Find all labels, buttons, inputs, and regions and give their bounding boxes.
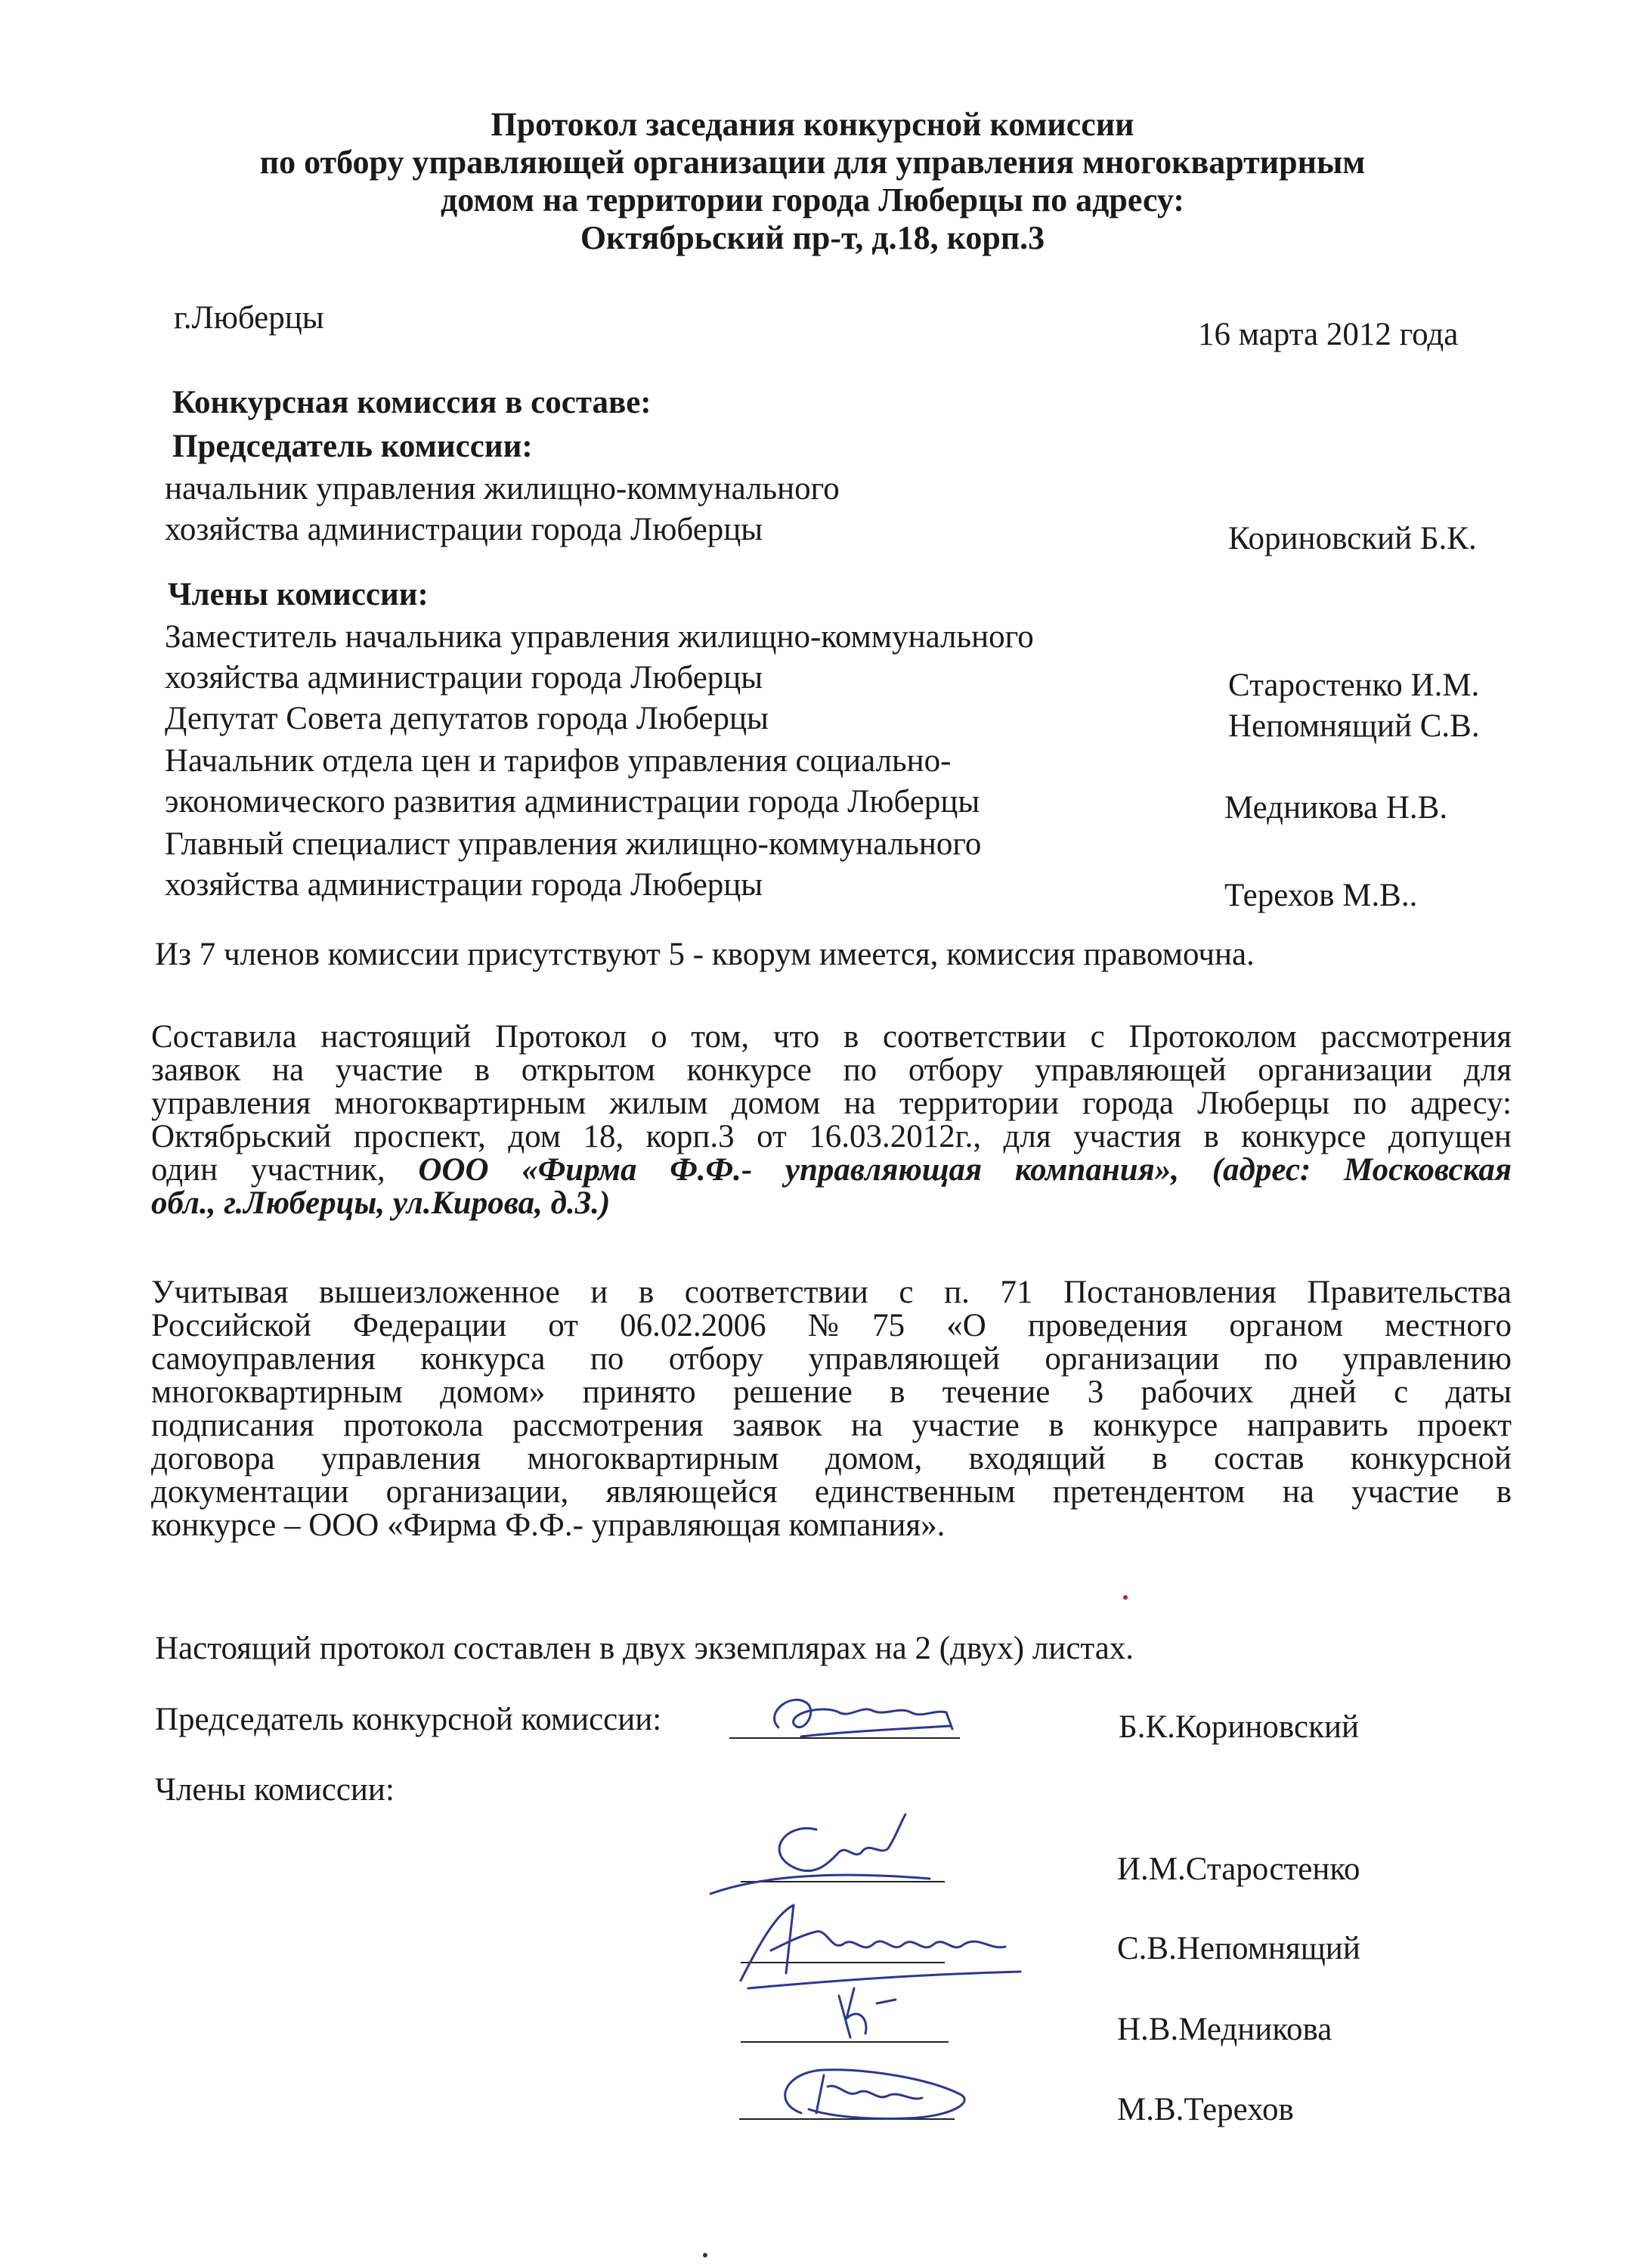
document-date: 16 марта 2012 года: [1198, 317, 1459, 352]
document-title: [113, 106, 1512, 257]
paragraph-2-line: договора управления многоквартирным домом, входящий в состав конкурсной: [151, 1441, 1512, 1476]
member-4-position-line-1: Главный специалист управления жилищно-коммунального: [165, 826, 982, 862]
paragraph-1-line: [151, 1154, 1512, 1187]
paragraph-decision-context: [151, 1021, 1512, 1220]
paragraph-1-line: Составила настоящий Протокол о том, что в соответствии с Протоколом рассмотрения: [151, 1019, 1512, 1055]
chair-heading: Председатель комиссии:: [172, 429, 533, 464]
member-2-signatory-name: С.В.Непомнящий: [1117, 1931, 1360, 1966]
chair-position-line-2: хозяйства администрации города Люберцы: [165, 512, 763, 547]
member-3-position-line-1: Начальник отдела цен и тарифов управления социально-: [165, 743, 952, 779]
members-heading: Члены комиссии:: [168, 577, 429, 612]
paragraph-2-line: Учитывая вышеизложенное и в соответствии с п. 71 Постановления Правительства: [151, 1275, 1512, 1310]
member-4-name: Терехов М.В..: [1224, 878, 1418, 913]
member-2-position: Депутат Совета депутатов города Люберцы: [165, 701, 769, 736]
chair-name: Кориновский Б.К.: [1228, 521, 1477, 556]
place: г.Люберцы: [174, 300, 324, 336]
member-1-position-line-2: хозяйства администрации города Люберцы: [165, 660, 763, 696]
paragraph-1-line: управления многоквартирным жилым домом на территории города Люберцы по адресу:: [151, 1086, 1512, 1121]
chair-signature: [748, 1682, 967, 1758]
commission-heading: Конкурсная комиссия в составе:: [172, 385, 652, 420]
member-1-name: Старостенко И.М.: [1228, 668, 1480, 703]
participant-address: обл., г.Люберцы, ул.Кирова, д.3.): [151, 1185, 611, 1221]
participant-company: ООО «Фирма Ф.Ф.- управляющая компания», (адрес: Московская: [418, 1152, 1512, 1188]
member-1-signatory-name: И.М.Старостенко: [1117, 1851, 1360, 1887]
title-line-1: Протокол заседания конкурсной комиссии: [491, 106, 1134, 143]
paragraph-2-line: многоквартирным домом» принято решение в течение 3 рабочих дней с даты: [151, 1374, 1512, 1410]
member-4-position-line-2: хозяйства администрации города Люберцы: [165, 867, 763, 903]
title-line-3: домом на территории города Люберцы по адресу:: [441, 181, 1184, 218]
title-line-4: Октябрьский пр-т, д.18, корп.3: [580, 219, 1045, 256]
paragraph-2-line: Российской Федерации от 06.02.2006 №75 «О проведения органом местного: [151, 1308, 1512, 1343]
chair-signatory-name: Б.К.Кориновский: [1119, 1709, 1359, 1745]
member-4-signatory-name: М.В.Терехов: [1117, 2092, 1294, 2127]
participant-intro: один участник,: [151, 1152, 419, 1188]
paragraph-2-line: конкурсе – ООО «Фирма Ф.Ф.- управляющая компания».: [151, 1507, 946, 1543]
paragraph-2-line: документации организации, являющейся единственным претендентом на участие в: [151, 1474, 1512, 1510]
title-line-2: по отбору управляющей организации для управления многоквартирным: [259, 144, 1366, 181]
copies-statement: Настоящий протокол составлен в двух экземплярах на 2 (двух) листах.: [155, 1631, 1134, 1666]
paragraph-1-line: заявок на участие в открытом конкурсе по отбору управляющей организации для: [151, 1052, 1512, 1088]
paragraph-1-line: Октябрьский проспект, дом 18, корп.3 от 16.03.2012г., для участия в конкурсе допущен: [151, 1119, 1512, 1154]
ink-speck: [703, 2253, 707, 2257]
member-1-position-line-1: Заместитель начальника управления жилищно-коммунального: [165, 619, 1034, 655]
member-3-signature: [824, 1973, 915, 2049]
member-3-signatory-name: Н.В.Медникова: [1117, 2012, 1332, 2047]
paragraph-2-line: самоуправления конкурса по отбору управляющей организации по управлению: [151, 1341, 1512, 1377]
member-3-position-line-2: экономического развития администрации города Люберцы: [165, 784, 980, 820]
quorum-statement: Из 7 членов комиссии присутствуют 5 - кворум имеется, комиссия правомочна.: [155, 937, 1255, 972]
member-3-name: Медникова Н.В.: [1224, 790, 1448, 826]
paragraph-2-line: подписания протокола рассмотрения заявок на участие в конкурсе направить проект: [151, 1408, 1512, 1443]
chair-position-line-1: начальник управления жилищно-коммунального: [165, 471, 840, 507]
ink-speck: [1123, 1595, 1128, 1600]
member-4-signature: [756, 2056, 983, 2132]
paragraph-decision: [151, 1276, 1512, 1542]
member-2-name: Непомнящий С.В.: [1228, 708, 1480, 744]
members-signature-label: Члены комиссии:: [155, 1772, 395, 1808]
chair-signature-label: Председатель конкурсной комиссии:: [155, 1702, 662, 1737]
